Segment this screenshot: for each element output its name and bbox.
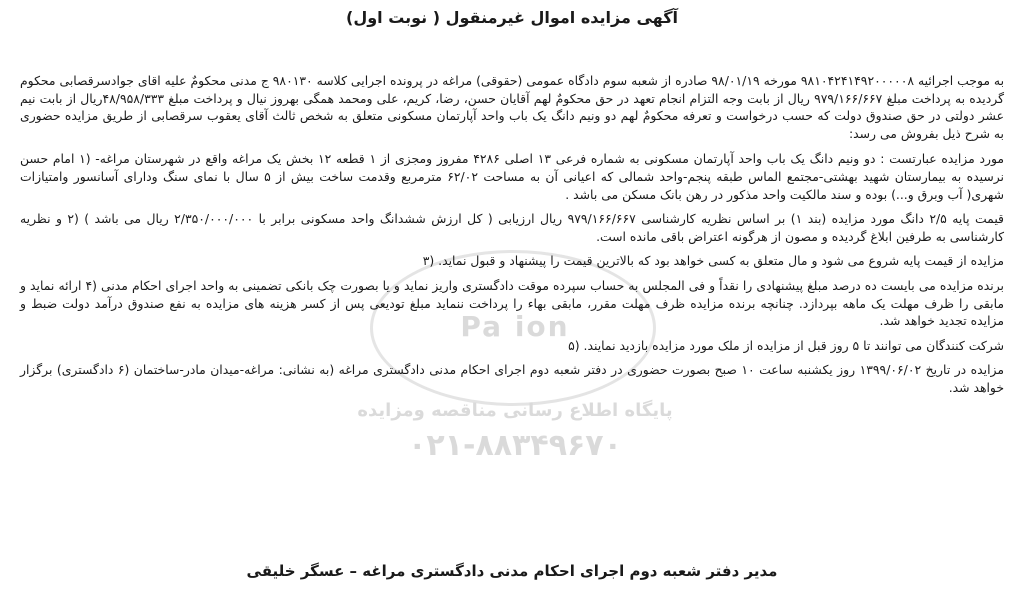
watermark-caption: پایگاه اطلاع رسانی مناقصه ومزایده (357, 400, 673, 421)
notice-body (20, 72, 1004, 404)
item-paragraph-2: قیمت پایه ۲/۵ دانگ مورد مزایده (بند ۱) بر اساس نظریه کارشناسی ۹۷۹/۱۶۶/۶۶۷ ریال ارزیابی ( کل ارزش ششدانگ واحد مسکونی برابر با ۲/۳۵۰/۰۰۰/۰۰۰ ریال می باشد ) (۲ و نظریه کارشناسی به طرفین ابلاغ گردیده و مصون از هرگونه اعتراض باقی مانده است. (20, 211, 1004, 244)
item-paragraph-5: شرکت کنندگان می توانند تا ۵ روز قبل از مزایده از ملک مورد مزایده بازدید نمایند. (۵ (568, 337, 1004, 353)
item-paragraph-4: برنده مزایده می بایست ده درصد مبلغ پیشنهادی را نقداً و فی المجلس به حساب سپرده موقت دادگستری واریز نماید و یا بصورت چک بانکی تضمینی به واحد اجرای احکام مدنی (۴ ارائه نماید و مابقی را ظرف مهلت یک ماهه بپردازد. چنانچه برنده مزایده ظرف مهلت مقرر، مابقی بهاء را پرداخت ننماید مبلغ تودیعی پس از کسر هزینه های مزایده به نفع صندوق درآمد دولت ضبط و مزایده تجدید خواهد شد. (20, 277, 1004, 329)
watermark-brand: Pa ion (460, 310, 570, 343)
signature-line: مدیر دفتر شعبه دوم اجرای احکام مدنی دادگستری مراغه – عسگر خلیقی (246, 562, 778, 580)
notice-title: آگهی مزایده اموال غیرمنقول ( نوبت اول) (346, 8, 678, 27)
item-paragraph-3: مزایده از قیمت پایه شروع می شود و مال متعلق به کسی خواهد بود که بالاترین قیمت را پیشنهاد و قبول نماید. (۳ (422, 253, 1004, 269)
item-paragraph-1: مورد مزایده عبارتست : دو ونیم دانگ یک باب واحد آپارتمان مسکونی به شماره فرعی ۱۳ اصلی ۴۲۸۶ مفروز ومجزی از ۱ قطعه ۱۲ بخش یک مراغه واقع در شهرستان مراغه- (۱ امام حسن نرسیده به بیمارستان شهید بهشتی-مجتمع الماس طبقه پنجم-واحد شمالی که اعیانی آن به مساحت ۶۲/۰۲ مترمربع وقدمت ساخت بیش از ۵ سال با نمای سنگ ودارای آسانسور وامتیازات شهری( آب وبرق و...) بوده و سند مالکیت واحد مذکور در رهن بانک مسکن می باشد . (20, 151, 1004, 202)
item-paragraph-6: مزایده در تاریخ ۱۳۹۹/۰۶/۰۲ روز یکشنبه ساعت ۱۰ صبح بصورت حضوری در دفتر شعبه دوم اجرای احکام مدنی دادگستری مراغه (به نشانی: مراغه-میدان مادر-ساختمان (۶ دادگستری) برگزار خواهد شد. (20, 362, 1004, 395)
watermark-phone: ۰۲۱-۸۸۳۴۹۶۷۰ (408, 428, 622, 463)
intro-paragraph: به موجب اجرائیه ۹۸۱۰۴۲۴۱۴۹۲۰۰۰۰۰۸ مورخه ۹۸/۰۱/۱۹ صادره از شعبه سوم دادگاه عمومی (حقوقی) مراغه در پرونده اجرایی کلاسه ۹۸۰۱۳۰ ج مدنی محکومٌ علیه اقای جوادسرقصابی محکوم گردیده به پرداخت مبلغ ۹۷۹/۱۶۶/۶۶۷ ریال از بابت وجه التزام انجام تعهد در حق محکومٌ لهم آقایان حسن، رضا، کریم، علی ومحمد همگی بهروز نیال و پرداخت مبلغ ۴۸/۹۵۸/۳۳۳ریال از بابت نیم عشر دولتی در حق صندوق دولت که حسب درخواست و تعرفه محکومٌ لهم دو ونیم دانگ یک باب واحد آپارتمان مسکونی متعلق به شخص ثالث آقای یعقوب سرقصابی از طریق مزایده حضوری به شرح ذیل بفروش می رسد: (20, 73, 1005, 141)
